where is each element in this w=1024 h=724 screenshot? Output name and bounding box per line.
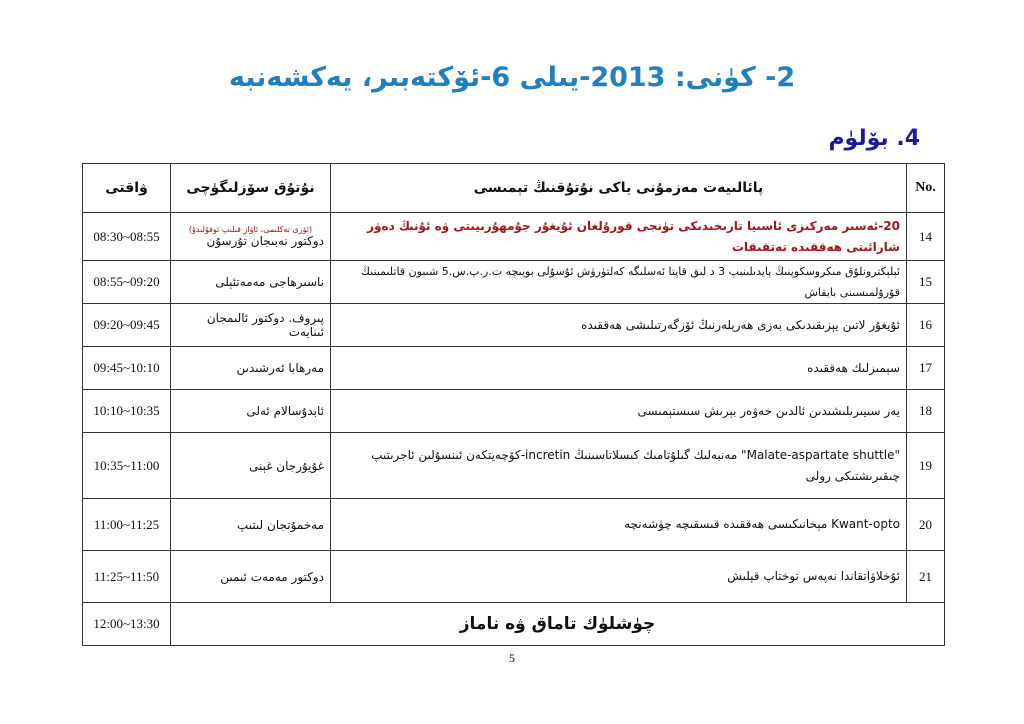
page-number: 5 (509, 651, 515, 665)
row-speaker: ئابدۇسالام ئەلى (171, 390, 331, 433)
table-row (83, 304, 945, 347)
row-topic: سېمىزلىك ھەققىدە (331, 347, 907, 390)
table-row (83, 347, 945, 390)
speaker-note: (ئۆزى تەكلىمى، ئاۋاز قىلىپ ئوقۇلىدۇ) (188, 225, 313, 234)
row-topic: 20-ئەسىر مەركىزى ئاسىيا تارىخىدىكى تۈنجى قورۇلغان ئۇيغۇر جۇمھۇرىيىتى ۋە ئۇنىڭ دەۋر شارائىتى ھەققىدە تەتقىقات (331, 213, 907, 261)
row-number: 18 (907, 390, 945, 433)
row-speaker: ناسىرھاجى مەمەتئېلى (171, 261, 331, 304)
header-topic: پائالىيەت مەزمۇنى ياكى نۇتۇقنىڭ تېمىسى (331, 164, 907, 213)
row-number: 19 (907, 433, 945, 499)
table-row (83, 390, 945, 433)
row-topic: Kwant-opto مېخانىكىسى ھەققىدە قىسقىچە چۈشەنچە (331, 499, 907, 551)
row-topic: ئۇخلاۋاتقاندا نەپەس توختاپ قېلىش (331, 551, 907, 603)
table-row (83, 499, 945, 551)
header-time: ۋاقتى (83, 164, 171, 213)
header-speaker: نۇتۇق سۆزلىگۈچى (171, 164, 331, 213)
schedule-table (82, 163, 945, 646)
row-time: 09:20~09:45 (83, 304, 171, 347)
row-speaker: مەرھابا ئەرشىدىن (171, 347, 331, 390)
row-time: 09:45~10:10 (83, 347, 171, 390)
row-number: 21 (907, 551, 945, 603)
row-topic: يەر سىيىرىلىشىدىن ئالدىن خەۋەر بېرىش سىستېمىسى (331, 390, 907, 433)
speaker-name: دوكتور نەبىجان تۇرسۇن (206, 234, 324, 248)
row-topic: "Malate-aspartate shuttle" مەنبەلىك گىلۇتامىك كىسلاتاسىنىڭ incretin-كۆچەيتكەن ئىنسۇلىن ئاجرىتىپ چىقىرىشتىكى رولى (331, 433, 907, 499)
row-number: 17 (907, 347, 945, 390)
row-speaker: مەخمۇتجان لىتىپ (171, 499, 331, 551)
table-row (83, 433, 945, 499)
table-row (83, 261, 945, 304)
header-number: No. (907, 164, 945, 213)
row-topic: ئېلېكترونلۇق مىكروسكوپنىڭ پايدىلىنىپ 3 د لىق قاپتا ئەسلىگە كەلتۈرۈش ئۇسۇلى بويىچە ت.ر.پ.س.5 شىبون قاتلىمىنىڭ قۇرۇلمىسىنى بايقاش (331, 261, 907, 304)
table-header-row (83, 164, 945, 213)
table-row (83, 551, 945, 603)
row-speaker (171, 213, 331, 261)
row-speaker: پىروف. دوكتور ئالىمجان ئىنايەت (171, 304, 331, 347)
lunch-label: چۈشلۈك تاماق ۋە ناماز (171, 603, 945, 646)
row-time: 08:30~08:55 (83, 213, 171, 261)
row-topic: ئۇيغۇر لاتىن يېزىقىدىكى بەزى ھەرپلەرنىڭ ئۆزگەرتىلىشى ھەققىدە (331, 304, 907, 347)
row-number: 20 (907, 499, 945, 551)
row-speaker: دوكتور مەمەت ئىمىن (171, 551, 331, 603)
page-title: 2- كۈنى: 2013-يىلى 6-ئۆكتەبىر، يەكشەنبە (228, 62, 796, 93)
table-row (83, 213, 945, 261)
lunch-row (83, 603, 945, 646)
lunch-time: 12:00~13:30 (83, 603, 171, 646)
row-time: 08:55~09:20 (83, 261, 171, 304)
row-number: 14 (907, 213, 945, 261)
row-time: 10:10~10:35 (83, 390, 171, 433)
row-time: 10:35~11:00 (83, 433, 171, 499)
row-time: 11:25~11:50 (83, 551, 171, 603)
section-heading: 4. بۆلۈم (828, 126, 920, 151)
row-number: 15 (907, 261, 945, 304)
row-speaker: غۇيۇرجان غېنى (171, 433, 331, 499)
row-number: 16 (907, 304, 945, 347)
row-time: 11:00~11:25 (83, 499, 171, 551)
